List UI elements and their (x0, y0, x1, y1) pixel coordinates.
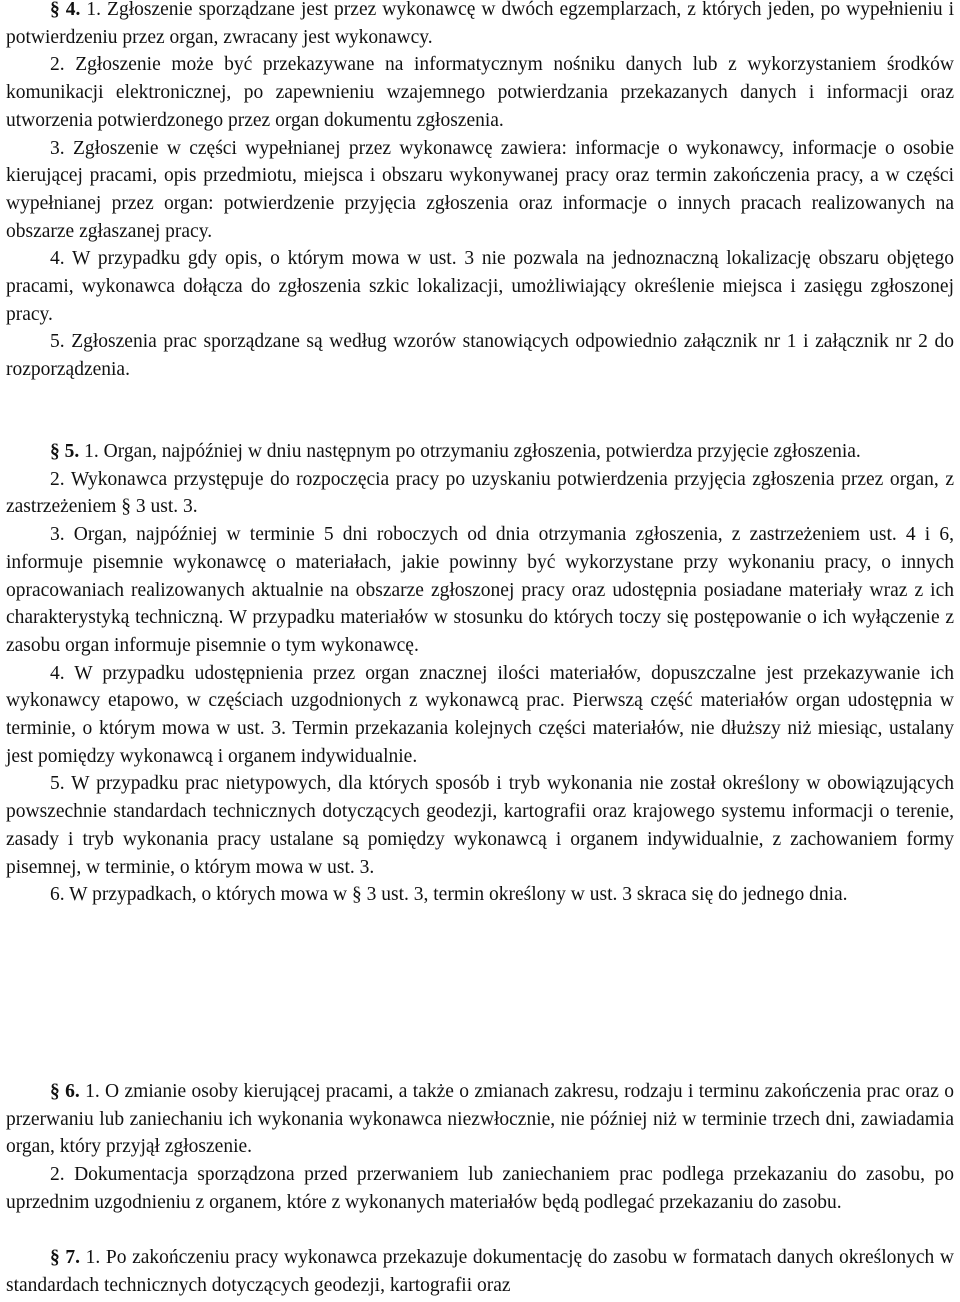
section-4-paragraph-1 (6, 0, 954, 51)
paragraph-text: 1. Po zakończeniu pracy wykonawca przekazuje dokumentację do zasobu w formatach danych określonych w standardach technicznych dotyczących geodezji, kartografii oraz (6, 1247, 954, 1296)
paragraph-text: 1. Organ, najpóźniej w dniu następnym po otrzymaniu zgłoszenia, potwierdza przyjęcie zgłoszenia. (79, 441, 861, 462)
section-7 (6, 1244, 954, 1299)
section-5-paragraph-2: 2. Wykonawca przystępuje do rozpoczęcia pracy po uzyskaniu potwierdzenia przyjęcia zgłoszenia przez organ, z zastrzeżeniem § 3 ust. 3. (6, 468, 954, 518)
paragraph-text: 1. Zgłoszenie sporządzane jest przez wykonawcę w dwóch egzemplarzach, z których jeden, po wypełnieniu i potwierdzeniu przez organ, zwracany jest wykonawcy. (6, 0, 954, 48)
section-4-paragraph-2: 2. Zgłoszenie może być przekazywane na informatycznym nośniku danych lub z wykorzystaniem środków komunikacji elektronicznej, po zapewnieniu wzajemnego potwierdzania przekazanych danych i informacji oraz utworzenia potwierdzonego przez organ dokumentu zgłoszenia. (6, 54, 954, 131)
section-number: 7. (65, 1247, 80, 1268)
section-4-paragraph-3: 3. Zgłoszenie w części wypełnianej przez wykonawcę zawiera: informacje o wykonawcy, informacje o osobie kierującej pracami, opis przedmiotu, miejsca i obszaru wykonywanej pracy oraz termin zakończenia pracy, a w części wypełnianej przez organ: potwierdzenie przyjęcia zgłoszenia oraz informacje o innych pracach realizowanych na obszarze zgłaszanej pracy. (6, 137, 954, 242)
section-5 (6, 438, 954, 909)
section-4-paragraph-4: 4. W przypadku gdy opis, o którym mowa w ust. 3 nie pozwala na jednoznaczną lokalizację obszaru objętego pracami, wykonawca dołącza do zgłoszenia szkic lokalizacji, umożliwiający określenie miejsca i zasięgu zgłoszonej pracy. (6, 248, 954, 325)
section-number: 6. (65, 1081, 80, 1102)
paragraph-text: 1. O zmianie osoby kierującej pracami, a także o zmianach zakresu, rodzaju i terminu zakończenia prac oraz o przerwaniu lub zaniechaniu ich wykonania wykonawca niezwłocznie, nie później niż w terminie trzech dni, zawiadamia organ, który przyjął zgłoszenie. (6, 1081, 955, 1158)
section-number: 4. (65, 0, 81, 20)
section-5-paragraph-1 (6, 438, 954, 466)
section-4 (6, 0, 954, 384)
section-6-paragraph-1 (6, 1078, 954, 1161)
section-sign: § (50, 0, 60, 20)
section-7-paragraph-1 (6, 1244, 954, 1299)
section-sign: § (50, 441, 60, 462)
section-5-paragraph-6: 6. W przypadkach, o których mowa w § 3 ust. 3, termin określony w ust. 3 skraca się do jednego dnia. (50, 884, 848, 906)
section-6-paragraph-2: 2. Dokumentacja sporządzona przed przerwaniem lub zaniechaniem prac podlega przekazaniu do zasobu, po uprzednim uzgodnieniu z organem, które z wykonanych materiałów będą podlegać przekazaniu do zasobu. (6, 1164, 954, 1213)
section-4-paragraph-5: 5. Zgłoszenia prac sporządzane są według wzorów stanowiących odpowiednio załącznik nr 1 i załącznik nr 2 do rozporządzenia. (6, 331, 954, 381)
section-sign: § (50, 1081, 60, 1102)
section-5-paragraph-5: 5. W przypadku prac nietypowych, dla których sposób i tryb wykonania nie został określony w obowiązujących powszechnie standardach technicznych dotyczących geodezji, kartografii oraz krajowego systemu informacji o terenie, zasady i tryb wykonania pracy ustalane są pomiędzy wykonawcą i organem indywidualnie, z zachowaniem formy pisemnej, w terminie, o którym mowa w ust. 3. (6, 773, 954, 878)
section-number: 5. (64, 441, 80, 462)
section-5-paragraph-4: 4. W przypadku udostępnienia przez organ znacznej ilości materiałów, dopuszczalne jest przekazywanie ich wykonawcy etapowo, w częściach uzgodnionych z wykonawcą prac. Pierwszą część materiałów organ udostępnia w terminie, o którym mowa w ust. 3. Termin przekazania kolejnych części materiałów, nie dłuższy niż miesiąc, ustalany jest pomiędzy wykonawcą i organem indywidualnie. (6, 662, 954, 767)
section-5-paragraph-3: 3. Organ, najpóźniej w terminie 5 dni roboczych od dnia otrzymania zgłoszenia, z zastrzeżeniem ust. 4 i 6, informuje pisemnie wykonawcę o materiałach, jakie powinny być wykorzystane przy wykonaniu pracy, o innych opracowaniach realizowanych aktualnie na obszarze zgłoszonej pracy oraz udostępnia posiadane materiały wraz z ich charakterystyką techniczną. W przypadku materiałów w stosunku do których toczy się postępowanie o ich wyłączenie z zasobu organ informuje pisemnie o tym wykonawcę. (6, 524, 954, 656)
section-sign: § (50, 1247, 60, 1268)
section-6 (6, 1078, 954, 1217)
